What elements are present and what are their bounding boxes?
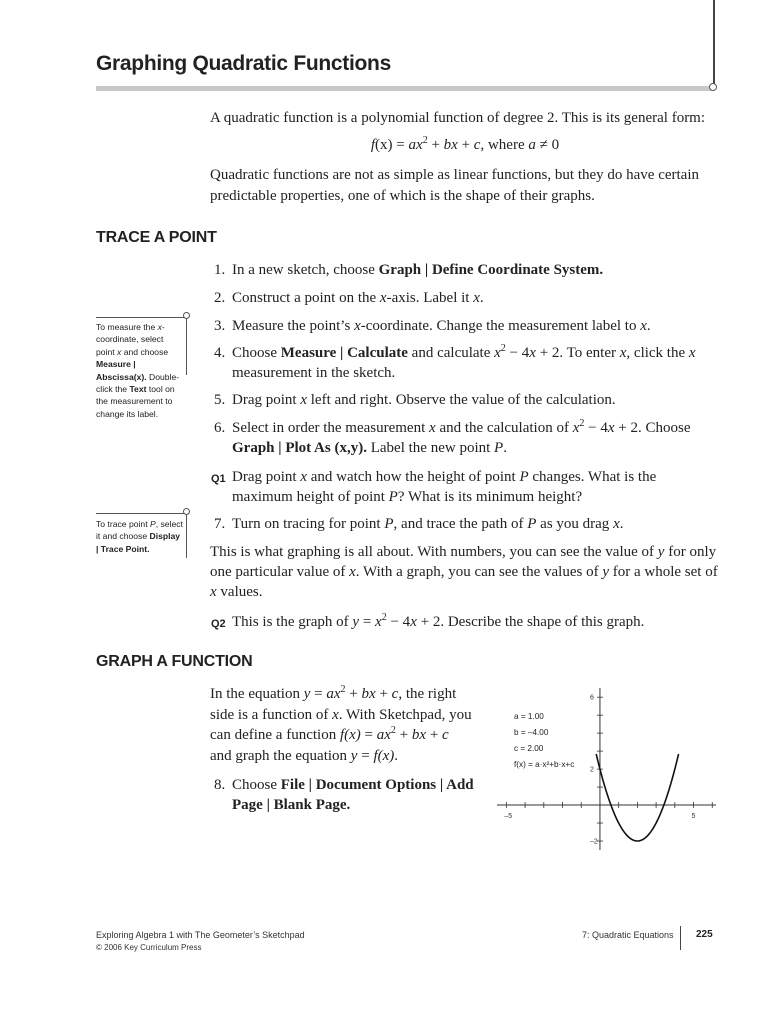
margin-line [713,0,715,86]
x-tick-label: 5 [691,813,696,821]
footer-copyright: © 2006 Key Curriculum Press [96,943,202,952]
question-1: Q1 Drag point x and watch how the height of point P changes. What is the maximum height of point P? What is its minimum height? [211,469,657,505]
quadratic-graph [490,680,730,855]
page-number: 225 [696,929,713,940]
sidebar-note-2: To trace point P, select it and choose Display | Trace Point. [96,519,183,554]
margin-dot [709,83,717,91]
sidebar-note-2-rule [96,513,187,514]
x-tick-label: –5 [504,813,513,821]
page-title: Graphing Quadratic Functions [96,52,391,75]
sidebar-note-2-bracket [186,513,187,558]
section-heading-graph-a-function: GRAPH A FUNCTION [96,653,253,670]
title-rule [96,86,712,91]
footer-book-title: Exploring Algebra 1 with The Geometer’s Sketchpad [96,930,305,940]
y-tick-label: 2 [589,766,594,774]
parameter-label: a = 1.00 [514,712,544,721]
sidebar-note-1: To measure the x-coordinate, select point x and choose Measure | Abscissa(x). Double-click the Text tool on the measurement to change its label. [96,322,180,419]
parameter-label: f(x) = a·x²+b·x+c [514,760,575,769]
step-8: 8. Choose File | Document Options | Add Page | Blank Page. [214,777,474,813]
step-6: 6. Select in order the measurement x and the calculation of $x^2 - 4x + 2$. Choose Graph | Plot As (x,y). Label the new point P. [214,418,691,456]
intro-paragraph-2: Quadratic functions are not as simple as linear functions, but they do have certain predictable properties, one of which is the shape of their graphs. [210,167,700,204]
graphing-paragraph: This is what graphing is all about. With numbers, you can see the value of y for only one particular value of x. With a graph, you can see the values of y for a whole set of x values. [210,544,718,600]
parameter-label: c = 2.00 [514,744,544,753]
sidebar-note-1-bracket [186,317,187,375]
y-tick-label: –2 [589,838,598,846]
y-tick-label: 6 [589,694,594,702]
footer-divider [680,926,681,950]
section-heading-trace-a-point: TRACE A POINT [96,229,217,246]
parameter-label: b = –4.00 [514,728,549,737]
function-paragraph: In the equation $y = ax^2$ + bx + c, the right side is a function of x. With Sketchpad, you can define a function $f(x) = ax^2$ + bx + c and graph the equation y = f(x). [210,684,472,764]
parabola-curve [596,754,678,841]
intro-paragraph-1: A quadratic function is a polynomial function of degree 2. This is its general form: [210,110,706,126]
general-form-equation: $f(x) = ax^2$ + bx + c, where a ≠ 0 [370,135,560,153]
step-4: 4. Choose Measure | Calculate and calculate $x^2 - 4x + 2$. To enter x, click the x measurement in the sketch. [214,343,696,381]
sidebar-note-1-rule [96,317,187,318]
sidebar-note-2-dot [183,508,190,515]
footer-chapter: 7: Quadratic Equations [582,930,674,940]
sidebar-note-1-dot [183,312,190,319]
